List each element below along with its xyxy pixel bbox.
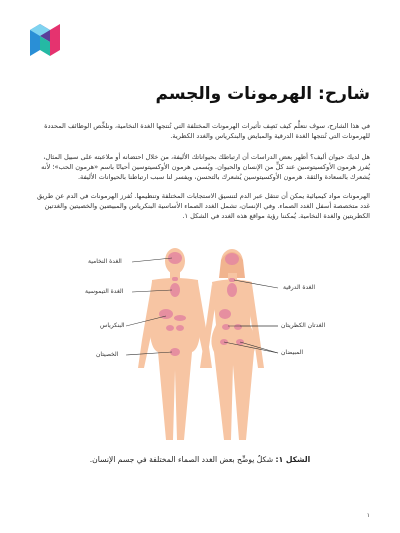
ovaries-label: المبيضان [281,349,304,356]
caption-text: شكلٌ يوضِّح بعض الغدد الصماء المختلفة في جسم الإنسان. [89,455,276,464]
female-body-illustration [200,249,264,440]
thyroid-label: الغدة الدرقية [283,284,316,291]
geometric-logo-icon [30,22,64,56]
figure-caption [30,454,370,466]
page-number: ١ [366,512,370,519]
adrenal-label: الغدتان الكظريتان [281,322,326,329]
pet-paragraph: هل لديك حيوان أليف؟ أظهر بعض الدراسات أن ارتباطك بحيواناتك الأليفة، من خلال احتضانه أو ملاعبته على سبيل المثال، يُفرز هرمون الأوكسيتوسين عند كلٍّ من الإنسان والحيوان. ويُسمى هرمون الأوكسيتوسين أحيانًا باسم «هرمون الحب»؛ لأنه يُشعرك بالسعادة والثقة. هرمون الأوكسيتوسين يُشعرك بالتحسن، ويفسر لنا سبب ارتباطنا بالحيوانات الأليفة. [41,153,370,181]
caption-label: الشكل ١: [275,455,311,464]
hormones-paragraph: الهرمونات مواد كيميائية يمكن أن تنتقل عبر الدم لتنسيق الاستجابات المختلفة وتنظيمها. تُفرز الهرمونات في الدم عن طريق غدد متخصصة أسفل الغدد الصماء. وفي الإنسان، تشمل الغدد الصماء الأساسية البنكرياس والمبيضين والخصيتين والغدتين الكظريتين والغدة النخامية. يُمكننا رؤية مواقع هذه الغدد في الشكل ١. [36,192,370,220]
male-body-illustration [138,248,212,440]
pituitary-label: الغدة النخامية [88,258,122,265]
intro-paragraph: في هذا الشارح، سوف نتعلَّم كيف نَصِف تأثيرات الهرمونات المختلفة التي تُنتجها الغدة النخامية، ونلخِّص الوظائف المحددة للهرمونات التي تُنتجها الغدة الدرقية والمبايض والبنكرياس والغدد الكظرية. [44,122,370,140]
testes-label: الخصيتان [96,351,119,358]
thymus-label: الغدة التيموسية [85,288,124,295]
page-title: شارح: الهرمونات والجسم [155,84,370,104]
pancreas-label: البنكرياس [100,322,125,329]
endocrine-figure [80,240,330,452]
